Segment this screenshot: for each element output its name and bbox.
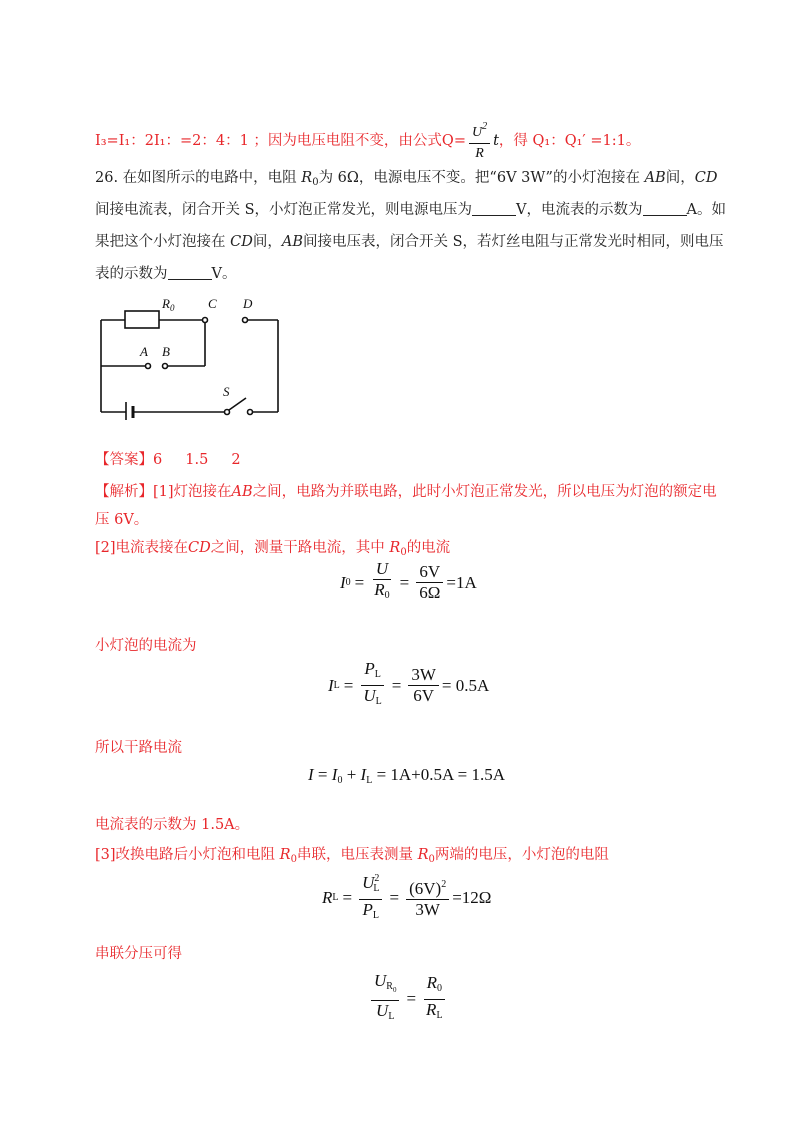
answer-tag: 【答案】 — [95, 452, 153, 468]
eq4-n1: U — [362, 873, 375, 892]
eq1-rhs: =1A — [446, 572, 477, 592]
eq4-n1-sub: L — [373, 883, 380, 894]
answer-line — [95, 450, 241, 470]
terminal-b — [163, 364, 168, 369]
analysis-ab: AB — [231, 484, 253, 500]
q-text: 间接电压表，闭合开关 S，若灯丝电阻与正常发光时相同，则电压 — [302, 234, 724, 250]
eq2-n1: P — [364, 659, 375, 678]
equation-current-lamp: I L = $\frac{P_L}{U_L}$ = $\frac{3W}{6V}$ = 0.5A — [328, 660, 489, 711]
analysis-text: 之间，测量干路电流，其中 — [210, 540, 390, 556]
label-c: C — [208, 296, 217, 311]
eq5-d2-sub: L — [436, 1009, 443, 1021]
eq5-frac-2 — [423, 974, 446, 1025]
equation-current-r0: I 0 = $\frac{U}{R_0}$ = $\frac{6V}{6\Omega}$ =1A — [340, 560, 477, 605]
eq1-frac-2 — [416, 563, 443, 602]
analysis-line-1 — [95, 482, 717, 502]
question-line-2 — [95, 200, 726, 220]
q-text: 间， — [252, 234, 282, 250]
eq4-lhs-sub: L — [332, 892, 339, 903]
analysis-line-8: 串联分压可得 — [95, 946, 182, 962]
eq2-lhs-sub: L — [333, 680, 340, 691]
eq4-n1-sup: 2 — [374, 873, 380, 884]
equation-voltage-divider: $\frac{U_{R0}}{U_L}$ = $\frac{R_0}{R_L}$ — [368, 972, 449, 1026]
prev-frac-num-sup: 2 — [482, 121, 488, 132]
prev-frac-den: R — [475, 146, 484, 161]
eq1-n2: 6V — [416, 563, 443, 583]
eq1-d2: 6Ω — [419, 583, 441, 602]
eq4-lhs: R — [322, 887, 333, 907]
eq3-rhs: = 1A+0.5A = 1.5A — [372, 765, 505, 784]
analysis-text: 串联，电压表测量 — [296, 847, 418, 863]
analysis-text: 两端的电压，小灯泡的电阻 — [434, 847, 609, 863]
prev-answer-fraction — [469, 118, 490, 163]
analysis-text: [2]电流表接在 — [95, 540, 189, 556]
q-ab: AB — [281, 234, 303, 250]
analysis-line-6: 电流表的示数为 1.5A。 — [95, 817, 250, 833]
eq2-d1-sub: L — [375, 696, 382, 707]
q-text: 果把这个小灯泡接在 — [95, 234, 231, 250]
eq5-frac-1 — [371, 972, 399, 1026]
eq1-lhs-sub: 0 — [345, 577, 351, 588]
eq1-n1: U — [373, 560, 391, 580]
question-number: 26. — [95, 170, 119, 186]
eq4-d1-sub: L — [372, 910, 380, 921]
analysis-tag: 【解析】 — [95, 484, 153, 500]
analysis-line-7 — [95, 845, 609, 870]
resistor-r0 — [125, 311, 159, 328]
q-r0-sub: 0 — [312, 177, 319, 188]
analysis-r0: R — [417, 847, 429, 863]
label-r0: $R_0$ — [162, 296, 175, 313]
eq3-i0: I — [331, 765, 338, 784]
label-s: S — [223, 384, 230, 399]
eq5-d2: R — [426, 999, 437, 1019]
eq3-eq: = — [313, 765, 332, 784]
analysis-r0-sub: 0 — [428, 854, 435, 865]
eq3-plus: + — [342, 765, 361, 784]
label-b: B — [162, 344, 170, 359]
eq2-frac-2 — [408, 666, 439, 705]
eq1-d1: R — [374, 580, 385, 599]
q-text: 间， — [665, 170, 695, 186]
analysis-r0-sub: 0 — [290, 854, 297, 865]
eq5-n1: U — [374, 971, 387, 990]
prev-answer-t: t — [493, 132, 499, 149]
analysis-r0: R — [279, 847, 291, 863]
eq5-d1-sub: L — [388, 1011, 395, 1022]
eq4-frac-1 — [359, 870, 382, 925]
eq3-i0-sub: 0 — [337, 775, 343, 786]
analysis-text: [1]灯泡接在 — [153, 484, 232, 500]
q-text: 间接电流表，闭合开关 S，小灯泡正常发光，则电源电压为 — [95, 202, 473, 218]
q-r0: R — [301, 170, 313, 186]
switch-contact — [248, 410, 253, 415]
eq4-frac-2 — [406, 876, 449, 919]
question-line-3 — [95, 232, 724, 252]
analysis-r0-sub: 0 — [400, 547, 407, 558]
eq5-n1-sub: R — [386, 981, 393, 992]
eq1-d1-sub: 0 — [384, 590, 390, 601]
answer-values: 6 1.5 2 — [153, 452, 241, 468]
answer-blank-2[interactable] — [643, 201, 687, 216]
previous-answer-line — [95, 118, 640, 163]
analysis-r0: R — [389, 540, 401, 556]
circuit-diagram — [90, 290, 290, 420]
eq2-lhs: I — [328, 675, 334, 695]
q-text: 表的示数为 — [95, 266, 168, 282]
eq5-n2-sub: 0 — [436, 982, 442, 994]
q-cd: CD — [230, 234, 253, 250]
eq3-il: I — [360, 765, 367, 784]
prev-answer-text: I₃=I₁：2I₁：=2：4：1 ；因为电压电阻不变，由公式Q= — [95, 132, 466, 149]
analysis-line-5: 所以干路电流 — [95, 740, 182, 756]
eq4-n2-sup: 2 — [441, 879, 447, 890]
q-text: 为 6Ω，电源电压不变。把“6V 3W”的小灯泡接在 — [318, 170, 645, 186]
switch-pivot — [225, 410, 230, 415]
analysis-cd: CD — [188, 540, 211, 556]
analysis-text: 之间，电路为并联电路，此时小灯泡正常发光，所以电压为灯泡的额定电 — [252, 484, 717, 500]
equation-total-current — [308, 765, 505, 786]
eq2-d2: 6V — [413, 686, 435, 705]
answer-blank-1[interactable] — [472, 201, 516, 216]
eq1-lhs: I — [340, 572, 346, 592]
eq3-i: I — [308, 765, 314, 784]
terminal-a — [146, 364, 151, 369]
question-line-1 — [95, 168, 717, 193]
analysis-line-4: 小灯泡的电流为 — [95, 638, 197, 654]
q-text: V，电流表的示数为 — [516, 202, 643, 218]
eq2-n1-sub: L — [374, 669, 381, 680]
answer-blank-3[interactable] — [168, 265, 212, 280]
eq2-d1: U — [363, 686, 376, 705]
eq4-d2: 3W — [415, 900, 440, 919]
q-ab: AB — [644, 170, 666, 186]
eq4-rhs: =12Ω — [452, 887, 492, 907]
eq5-n1-subsub: 0 — [392, 986, 397, 994]
terminal-d — [243, 318, 248, 323]
eq2-rhs: = 0.5A — [441, 675, 490, 695]
eq5-d1: U — [376, 1001, 389, 1020]
q-text: V。 — [211, 266, 237, 282]
question-line-4 — [95, 264, 236, 284]
analysis-text: 的电流 — [406, 540, 451, 556]
label-a: A — [140, 344, 148, 359]
terminal-c — [203, 318, 208, 323]
eq2-frac-1 — [360, 660, 384, 711]
eq1-frac-1 — [371, 560, 392, 605]
analysis-text: [3]改换电路后小灯泡和电阻 — [95, 847, 280, 863]
eq3-il-sub: L — [366, 775, 373, 786]
analysis-line-2: 压 6V。 — [95, 512, 149, 528]
q-text: A。如 — [686, 202, 727, 218]
eq4-d1: P — [362, 900, 373, 919]
eq2-n2: 3W — [408, 666, 439, 686]
switch-blade — [229, 398, 246, 410]
q-text: 在如图所示的电路中，电阻 — [122, 170, 302, 186]
label-d: D — [243, 296, 253, 311]
prev-answer-tail: ，得 Q₁：Q₁′ =1:1。 — [498, 132, 641, 149]
equation-lamp-resistance: R L = $\frac{U^2_L}{P_L}$ = $\frac{(6V)^2}{3W}$ =12Ω — [322, 870, 491, 925]
prev-frac-num: U — [471, 125, 483, 140]
eq5-n2: R — [426, 972, 437, 992]
q-cd: CD — [694, 170, 718, 186]
eq4-n2: (6V) — [409, 879, 442, 898]
